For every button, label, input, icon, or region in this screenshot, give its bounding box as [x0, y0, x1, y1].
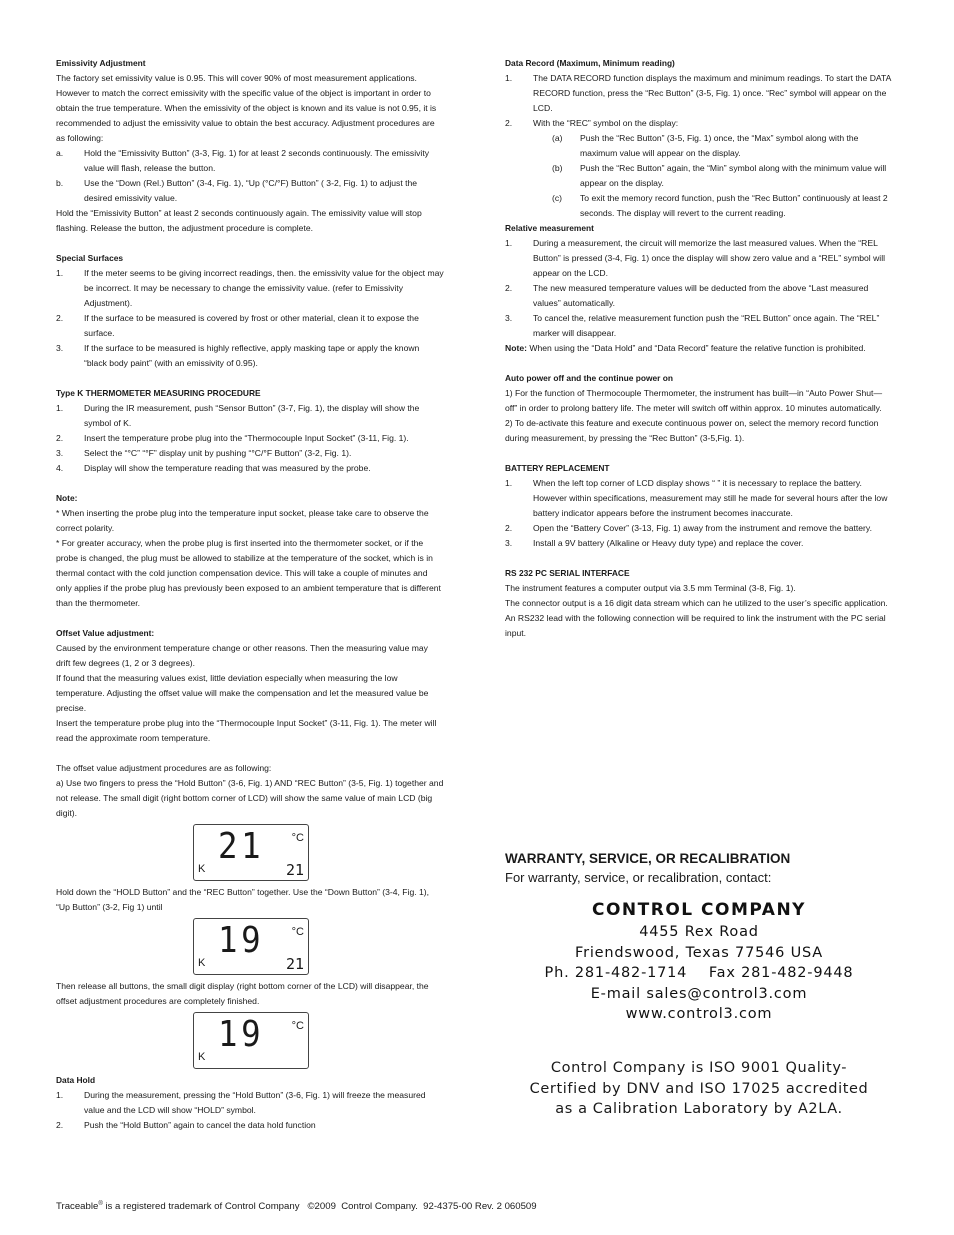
rs232-paragraph: The connector output is a 16 digit data stream which can he utilized to the user’s specific application. An RS232 lead with the following connection will be required to link the instrument with the PC serial input. [505, 598, 888, 638]
list-item: 2. The new measured temperature values will be deducted from the above “Last measured values” automatically. [505, 283, 869, 308]
lcd-small-digits: 21 [285, 955, 304, 973]
iso-statement [505, 1058, 893, 1120]
rs232-paragraph: The instrument features a computer output via 3.5 mm Terminal (3-8, Fig. 1). [505, 583, 796, 593]
sub-list-item: (c) To exit the memory record function, push the “Rec Button” continuously at least 2 seconds. The display will revert to the current reading. [552, 193, 888, 218]
registered-mark: ® [98, 1201, 103, 1207]
lcd-unit: °C [291, 926, 304, 938]
battery-heading: BATTERY REPLACEMENT [505, 463, 610, 473]
list-item: 1. If the meter seems to be giving incorrect readings, then. the emissivity value for the object may be incorrect. It may be necessary to change the emissivity value. (refer to Emissivity Adjustment). [56, 268, 444, 308]
list-item: 2. Push the “Hold Button” again to cancel the data hold function [56, 1120, 316, 1130]
left-column [56, 56, 444, 1133]
warranty-heading: WARRANTY, SERVICE, OR RECALIBRATION [505, 851, 791, 866]
list-item: a. Hold the “Emissivity Button” (3-3, Fig. 1) for at least 2 seconds continuously. The emissivity value will flash, release the button. [56, 148, 429, 173]
offset-paragraph: If found that the measuring values exist, little deviation especially when measuring the low temperature. Adjusting the offset value will make the compensation and let the measured value be precise. [56, 673, 429, 713]
list-item: 1. When the left top corner of LCD display shows “ ” it is necessary to replace the battery. However within specifications, measurement may still he made for several hours after the low battery indicator appears before the instrument becomes inaccurate. [505, 478, 888, 518]
emissivity-intro: The factory set emissivity value is 0.95. This will cover 90% of most measurement applications. However to match the correct emissivity with the specific value of the object is important in order to obtain the true temperature. When the emissivity of the object is known and its value is not 0.95, it is recommended to adjust the emissivity value to obtain the best accuracy. Adjustment procedures are as following: [56, 73, 437, 143]
footer-brand: Traceable [56, 1201, 99, 1213]
note-paragraph: * For greater accuracy, when the probe plug is first inserted into the thermometer socket, or if the probe is changed, the plug must be allowed to stabilize at the temperature of the socket, which is in thermal contact with the cold junction compensation device. This will take a couple of minutes and only applies if the probe plug has previously been exposed to an ambient temperature that is different than the thermometer. [56, 538, 441, 608]
right-column [505, 56, 893, 641]
offset-heading: Offset Value adjustment: [56, 628, 155, 638]
iso-line: as a Calibration Laboratory by A2LA. [555, 1101, 843, 1117]
lcd-k-symbol: K [198, 1051, 206, 1063]
list-item: 3. If the surface to be measured is highly reflective, apply masking tape or apply the known “black body paint” (with an emissivity of 0.95). [56, 343, 420, 368]
list-item: 2. Open the “Battery Cover” (3-13, Fig. 1) away from the instrument and remove the battery. [505, 523, 872, 533]
list-item: 3. To cancel the, relative measurement function push the “REL Button” once again. The “REL” marker will disappear. [505, 313, 880, 338]
lcd-k-symbol: K [198, 957, 206, 969]
offset-paragraph: Insert the temperature probe plug into the “Thermocouple Input Socket” (3-11, Fig. 1). The meter will read the approximate room temperature. [56, 718, 437, 743]
lcd-k-symbol: K [198, 863, 206, 875]
company-block [505, 898, 893, 1025]
lcd-big-digits: 21 [218, 826, 265, 867]
company-street: 4455 Rex Road [639, 924, 759, 940]
iso-line: Control Company is ISO 9001 Quality- [550, 1060, 848, 1076]
emissivity-outro: Hold the “Emissivity Button” at least 2 seconds continuously again. The emissivity value will stop flashing. Release the button, the adjustment procedure is complete. [56, 208, 422, 233]
company-email[interactable]: E-mail sales@control3.com [590, 985, 808, 1002]
list-item: 1. During the IR measurement, push “Sensor Button” (3-7, Fig. 1), the display will show the symbol of K. [56, 403, 420, 428]
footer [56, 1197, 537, 1214]
lcd-small-digits: 21 [285, 861, 304, 879]
autopower-paragraph: 2) To de-activate this feature and execute continuous power on, select the memory record function during measurement, by pressing the “Rec Button” (3-5,Fig. 1). [505, 418, 879, 443]
list-item: 3. Install a 9V battery (Alkaline or Heavy duty type) and replace the cover. [505, 538, 804, 548]
offset-paragraph: Hold down the “HOLD Button” and the “REC Button” together. Use the “Down Button” (3-4, Fig. 1), “Up Button” (3-2, Fig 1) until [56, 887, 430, 912]
company-website[interactable]: www.control3.com [625, 1006, 773, 1022]
special-heading: Special Surfaces [56, 253, 124, 263]
warranty-section [505, 850, 893, 888]
list-item: 1. During the measurement, pressing the “Hold Button” (3-6, Fig. 1) will freeze the measured value and the LCD will show “HOLD” symbol. [56, 1090, 426, 1115]
company-name: CONTROL COMPANY [592, 900, 806, 920]
warranty-contact: For warranty, service, or recalibration, contact: [505, 870, 772, 885]
sub-list-item: (a) Push the “Rec Button” (3-5, Fig. 1) once, the “Max” symbol along with the maximum value will appear on the display. [552, 133, 859, 158]
datarecord-heading: Data Record (Maximum, Minimum reading) [505, 58, 675, 68]
lcd-unit: °C [291, 1020, 304, 1032]
lcd-unit: °C [291, 832, 304, 844]
autopower-paragraph: 1) For the function of Thermocouple Thermometer, the instrument has built—in “Auto Power Shut—off” in order to prolong battery life. The meter will switch off within approx. 10 minutes automatically. [505, 388, 883, 413]
typek-heading: Type K THERMOMETER MEASURING PROCEDURE [56, 388, 261, 398]
list-item: 1. The DATA RECORD function displays the maximum and minimum readings. To start the DATA RECORD function, press the “Rec Button” (3-5, Fig. 1) once. “Rec” symbol will appear on the LCD. [505, 73, 891, 113]
note-heading: Note: [56, 493, 78, 503]
iso-line: Certified by DNV and ISO 17025 accredited [529, 1080, 869, 1097]
lcd-display-3 [193, 1012, 309, 1069]
relative-note: Note: When using the “Data Hold” and “Data Record” feature the relative function is prohibited. [505, 343, 866, 353]
list-item: 2. With the “REC” symbol on the display: [505, 118, 679, 128]
relative-heading: Relative measurement [505, 223, 594, 233]
lcd-display-1 [193, 824, 309, 881]
list-item: b. Use the “Down (Rel.) Button” (3-4, Fig. 1), “Up (°C/°F) Button” ( 3-2, Fig. 1) to adjust the desired emissivity value. [56, 178, 418, 203]
list-item: 1. During a measurement, the circuit will memorize the last measured values. When the “REL Button” is pressed (3-4, Fig. 1) once the display will show zero value and a “REL” symbol will appear on the LCD. [505, 238, 886, 278]
sub-list-item: (b) Push the “Rec Button” again, the “Min” symbol along with the minimum value will appear on the display. [552, 163, 887, 188]
note-paragraph: * When inserting the probe plug into the temperature input socket, please take care to observe the correct polarity. [56, 508, 429, 533]
company-phone: Ph. 281-482-1714 Fax 281-482-9448 [544, 965, 854, 981]
offset-paragraph: The offset value adjustment procedures are as following: [56, 763, 272, 773]
list-item: 2. Insert the temperature probe plug into the “Thermocouple Input Socket” (3-11, Fig. 1). [56, 433, 409, 443]
offset-paragraph: a) Use two fingers to press the “Hold Button” (3-6, Fig. 1) AND “REC Button” (3-5, Fig. 1) together and not release. The small digit (right bottom corner of LCD) will show the same value of main LCD (big digit). [56, 778, 444, 818]
offset-paragraph: Caused by the environment temperature change or other reasons. Then the measuring value may drift few degrees (1, 2 or 3 degrees). [56, 643, 428, 668]
lcd-display-2 [193, 918, 309, 975]
list-item: 4. Display will show the temperature reading that was measured by the probe. [56, 463, 371, 473]
lcd-big-digits: 19 [218, 1014, 265, 1055]
rs232-heading: RS 232 PC SERIAL INTERFACE [505, 568, 630, 578]
datahold-heading: Data Hold [56, 1075, 96, 1085]
autopower-heading: Auto power off and the continue power on [505, 373, 673, 383]
footer-text: is a registered trademark of Control Company ©2009 Control Company. 92-4375-00 Rev. 2 060509 [102, 1201, 537, 1213]
list-item: 3. Select the “°C” “°F” display unit by pushing “°C/°F Button” (3-2, Fig. 1). [56, 448, 352, 458]
list-item: 2. If the surface to be measured is covered by frost or other material, clean it to expose the surface. [56, 313, 419, 338]
lcd-big-digits: 19 [218, 920, 265, 961]
emissivity-heading: Emissivity Adjustment [56, 58, 146, 68]
company-city: Friendswood, Texas 77546 USA [575, 944, 823, 961]
offset-paragraph: Then release all buttons, the small digit display (right bottom corner of the LCD) will disappear, the offset adjustment procedures are completely finished. [56, 981, 429, 1006]
